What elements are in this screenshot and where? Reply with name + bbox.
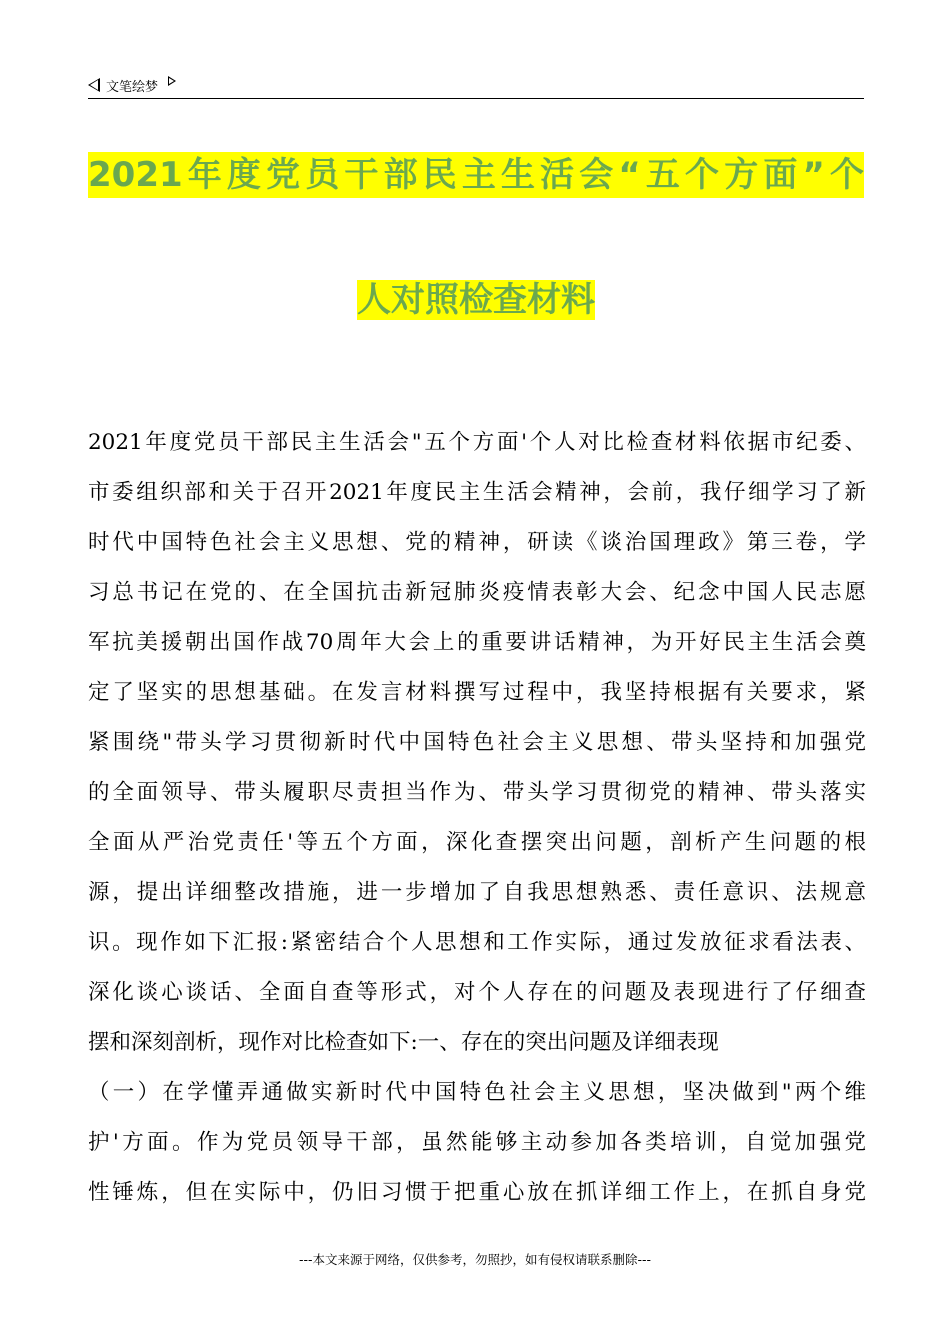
body-line: 识。现作如下汇报:紧密结合个人思想和工作实际，通过发放征求看法表、 <box>88 930 866 955</box>
body-line: 护'方面。作为党员领导干部，虽然能够主动参加各类培训，自觉加强党 <box>88 1130 866 1155</box>
body-line: 市委组织部和关于召开2021年度民主生活会精神，会前，我仔细学习了新 <box>88 480 866 505</box>
body-line: 摆和深刻剖析，现作对比检查如下:一、存在的突出问题及详细表现 <box>88 1030 719 1055</box>
body-line: 紧围绕"带头学习贯彻新时代中国特色社会主义思想、带头坚持和加强党 <box>88 730 866 755</box>
body-line: 习总书记在党的、在全国抗击新冠肺炎疫情表彰大会、纪念中国人民志愿 <box>88 580 866 605</box>
title-line-2-text: 人对照检查材料 <box>357 280 595 320</box>
document-title-line-2 <box>88 277 864 323</box>
triangle-right-icon <box>168 76 176 86</box>
body-line: 深化谈心谈话、全面自查等形式，对个人存在的问题及表现进行了仔细查 <box>88 980 866 1005</box>
body-line: 2021年度党员干部民主生活会"五个方面'个人对比检查材料依据市纪委、 <box>88 430 866 455</box>
body-line: 时代中国特色社会主义思想、党的精神，研读《谈治国理政》第三卷，学 <box>88 530 866 555</box>
body-line: 的全面领导、带头履职尽责担当作为、带头学习贯彻党的精神、带头落实 <box>88 780 866 805</box>
title-line-1-text: 2021年度党员干部民主生活会“五个方面”个 <box>88 152 864 198</box>
page-footer: ---本文来源于网络，仅供参考，勿照抄，如有侵权请联系删除--- <box>298 1252 652 1267</box>
body-line: 全面从严治党责任'等五个方面，深化查摆突出问题，剖析产生问题的根 <box>88 830 866 855</box>
body-line: （一）在学懂弄通做实新时代中国特色社会主义思想，坚决做到"两个维 <box>88 1080 866 1105</box>
body-line: 定了坚实的思想基础。在发言材料撰写过程中，我坚持根据有关要求，紧 <box>88 680 866 705</box>
body-line: 源，提出详细整改措施，进一步增加了自我思想熟悉、责任意识、法规意 <box>88 880 866 905</box>
body-line: 性锤炼，但在实际中，仍旧习惯于把重心放在抓详细工作上，在抓自身党 <box>88 1180 866 1205</box>
triangle-left-icon <box>88 78 100 92</box>
header-brand: 文笔绘梦 <box>106 79 159 95</box>
document-body <box>88 418 866 1218</box>
document-title-line-1 <box>88 152 864 198</box>
body-line: 军抗美援朝出国作战70周年大会上的重要讲话精神，为开好民主生活会奠 <box>88 630 866 655</box>
page-header <box>88 72 864 99</box>
